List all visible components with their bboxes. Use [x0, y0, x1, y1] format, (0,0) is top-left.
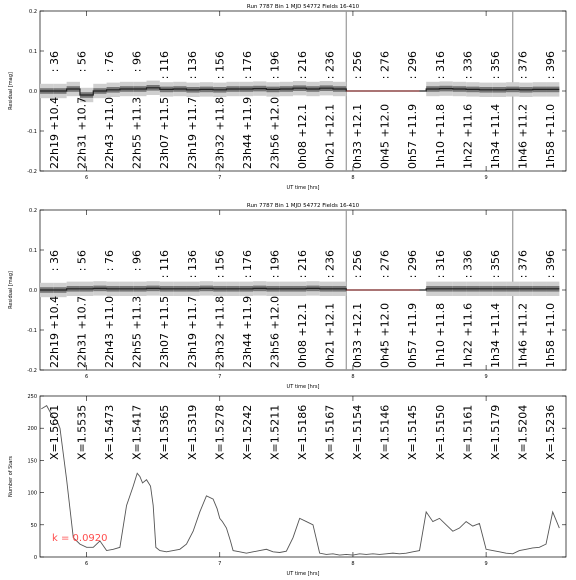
airmass-label: X=1.5365	[158, 404, 172, 460]
y-axis-label: Number of Stars	[8, 456, 14, 497]
y-tick-label: 0.2	[29, 9, 37, 15]
field-id-label: : 116	[158, 51, 172, 80]
field-id-label: : 236	[323, 51, 337, 80]
field-coordinate-label: 23h32 +11.8	[213, 295, 227, 368]
y-tick-label: -0.1	[27, 328, 37, 334]
y-tick-label: 0.0	[29, 89, 37, 95]
field-coordinate-label: 1h22 +11.6	[461, 302, 475, 368]
field-id-label: : 396	[544, 51, 557, 80]
airmass-label: X=1.5535	[75, 404, 89, 460]
field-id-label: : 156	[213, 51, 227, 80]
field-coordinate-label: 1h34 +11.4	[488, 103, 502, 169]
extinction-annotation: k = 0.0920	[52, 533, 108, 544]
field-id-label: : 216	[296, 51, 309, 80]
y-tick-label: 150	[27, 458, 37, 465]
field-coordinate-label: 1h22 +11.6	[461, 103, 475, 169]
field-coordinate-label: 22h19 +10.4	[48, 295, 61, 368]
field-id-label: : 316	[433, 51, 447, 80]
chart-title: Run 7787 Bin 1 MJD 54772 Fields 16-410	[246, 4, 360, 10]
x-tick-label: 7	[218, 175, 222, 181]
field-coordinate-label: 23h56 +12.0	[268, 295, 282, 368]
field-id-label: : 136	[185, 51, 199, 80]
field-id-label: : 256	[351, 250, 365, 279]
field-id-label: : 316	[433, 250, 447, 279]
field-coordinate-label: 22h55 +11.3	[130, 96, 144, 169]
field-id-label: : 276	[378, 250, 392, 279]
field-coordinate-label: 0h57 +11.9	[406, 302, 420, 368]
field-id-label: : 256	[351, 51, 365, 80]
field-coordinate-label: 22h43 +11.0	[103, 295, 117, 368]
y-tick-label: 0.1	[29, 49, 37, 55]
field-coordinate-label: 1h46 +11.2	[516, 103, 530, 169]
field-coordinate-label: 23h07 +11.5	[158, 295, 172, 368]
field-coordinate-label: 22h55 +11.3	[130, 295, 144, 368]
y-tick-label: 250	[27, 394, 37, 400]
airmass-label: X=1.5278	[213, 404, 227, 460]
airmass-label: X=1.5473	[103, 404, 117, 460]
y-tick-label: 0.1	[29, 248, 37, 254]
field-id-label: : 136	[185, 250, 199, 279]
x-tick-label: 8	[351, 561, 355, 567]
field-coordinate-label: 1h10 +11.8	[433, 302, 447, 368]
residual-panel-middle	[8, 203, 566, 390]
y-tick-label: 0	[33, 555, 37, 561]
chart-title: Run 7787 Bin 1 MJD 54772 Fields 16-410	[246, 203, 360, 209]
y-tick-label: 50	[30, 522, 37, 529]
field-id-label: : 216	[296, 250, 309, 279]
field-coordinate-label: 1h34 +11.4	[488, 302, 502, 368]
y-tick-label: -0.2	[27, 169, 37, 175]
x-tick-label: 7	[218, 374, 222, 380]
y-tick-label: 200	[27, 426, 37, 433]
field-id-label: : 76	[103, 51, 117, 73]
airmass-label: X=1.5204	[516, 404, 530, 460]
field-id-label: : 236	[323, 250, 337, 279]
residual-panel-top	[8, 4, 566, 191]
field-coordinate-label: 0h57 +11.9	[406, 103, 420, 169]
x-tick-label: 9	[484, 374, 488, 380]
x-axis-label: UT time [hrs]	[286, 571, 320, 576]
field-coordinate-label: 1h10 +11.8	[433, 103, 447, 169]
field-coordinate-label: 23h19 +11.7	[185, 295, 199, 368]
field-id-label: : 196	[268, 250, 282, 279]
x-tick-label: 9	[484, 561, 488, 567]
airmass-label: X=1.5242	[240, 404, 254, 460]
field-id-label: : 296	[406, 51, 420, 80]
y-tick-label: 0.2	[29, 208, 37, 214]
field-id-label: : 176	[240, 51, 254, 80]
field-coordinate-label: 23h32 +11.8	[213, 96, 227, 169]
field-id-label: : 396	[544, 250, 557, 279]
field-coordinate-label: 22h19 +10.4	[48, 96, 61, 169]
field-id-label: : 296	[406, 250, 420, 279]
field-id-label: : 176	[240, 250, 254, 279]
field-id-label: : 96	[130, 51, 144, 73]
field-coordinate-label: 1h58 +11.0	[544, 103, 557, 169]
y-tick-label: 100	[27, 490, 37, 497]
field-coordinate-label: 0h33 +12.1	[351, 302, 365, 368]
x-axis-label: UT time [hrs]	[286, 185, 320, 191]
airmass-label: X=1.5145	[406, 404, 420, 460]
field-id-label: : 376	[516, 51, 530, 80]
x-tick-label: 6	[85, 561, 89, 567]
airmass-label: X=1.5211	[268, 404, 282, 460]
field-id-label: : 36	[48, 51, 61, 73]
airmass-label: X=1.5154	[351, 404, 365, 460]
field-coordinate-label: 1h46 +11.2	[516, 302, 530, 368]
x-tick-label: 8	[351, 175, 355, 181]
field-coordinate-label: 0h45 +12.0	[378, 103, 392, 169]
field-id-label: : 376	[516, 250, 530, 279]
field-id-label: : 156	[213, 250, 227, 279]
y-axis-label: Residual [mag]	[8, 72, 14, 110]
airmass-label: X=1.5146	[378, 404, 392, 460]
field-coordinate-label: 1h58 +11.0	[544, 302, 557, 368]
field-id-label: : 276	[378, 51, 392, 80]
field-coordinate-label: 23h19 +11.7	[185, 96, 199, 169]
airmass-label: X=1.5601	[48, 404, 61, 460]
airmass-label: X=1.5167	[323, 404, 337, 460]
field-id-label: : 56	[75, 51, 89, 73]
y-tick-label: -0.2	[27, 368, 37, 374]
field-coordinate-label: 23h56 +12.0	[268, 96, 282, 169]
field-coordinate-label: 22h43 +11.0	[103, 96, 117, 169]
y-axis-label: Residual [mag]	[8, 271, 14, 309]
field-coordinate-label: 23h44 +11.9	[240, 96, 254, 169]
y-tick-label: -0.1	[27, 129, 37, 135]
field-id-label: : 336	[461, 51, 475, 80]
x-axis-label: UT time [hrs]	[286, 384, 320, 390]
field-coordinate-label: 0h08 +12.1	[296, 103, 309, 169]
airmass-label: X=1.5417	[130, 404, 144, 460]
field-coordinate-label: 22h31 +10.7	[75, 96, 89, 169]
field-id-label: : 36	[48, 250, 61, 272]
field-coordinate-label: 23h07 +11.5	[158, 96, 172, 169]
field-coordinate-label: 0h21 +12.1	[323, 302, 337, 368]
y-tick-label: 0.0	[29, 288, 37, 294]
field-coordinate-label: 0h33 +12.1	[351, 103, 365, 169]
airmass-label: X=1.5150	[433, 404, 447, 460]
field-coordinate-label: 23h44 +11.9	[240, 295, 254, 368]
field-coordinate-label: 22h31 +10.7	[75, 295, 89, 368]
field-id-label: : 76	[103, 250, 117, 272]
field-coordinate-label: 0h21 +12.1	[323, 103, 337, 169]
x-tick-label: 6	[85, 175, 89, 181]
field-coordinate-label: 0h08 +12.1	[296, 302, 309, 368]
field-id-label: : 356	[488, 250, 502, 279]
field-id-label: : 116	[158, 250, 172, 279]
field-id-label: : 356	[488, 51, 502, 80]
airmass-label: X=1.5179	[488, 404, 502, 460]
x-tick-label: 7	[218, 561, 222, 567]
field-id-label: : 96	[130, 250, 144, 272]
airmass-label: X=1.5236	[544, 404, 557, 460]
x-tick-label: 8	[351, 374, 355, 380]
airmass-label: X=1.5161	[461, 404, 475, 460]
x-tick-label: 9	[484, 175, 488, 181]
airmass-label: X=1.5186	[296, 404, 309, 460]
field-coordinate-label: 0h45 +12.0	[378, 302, 392, 368]
airmass-label: X=1.5319	[185, 404, 199, 460]
field-id-label: : 336	[461, 250, 475, 279]
field-id-label: : 56	[75, 250, 89, 272]
field-id-label: : 196	[268, 51, 282, 80]
x-tick-label: 6	[85, 374, 89, 380]
star-count-panel	[8, 394, 566, 576]
